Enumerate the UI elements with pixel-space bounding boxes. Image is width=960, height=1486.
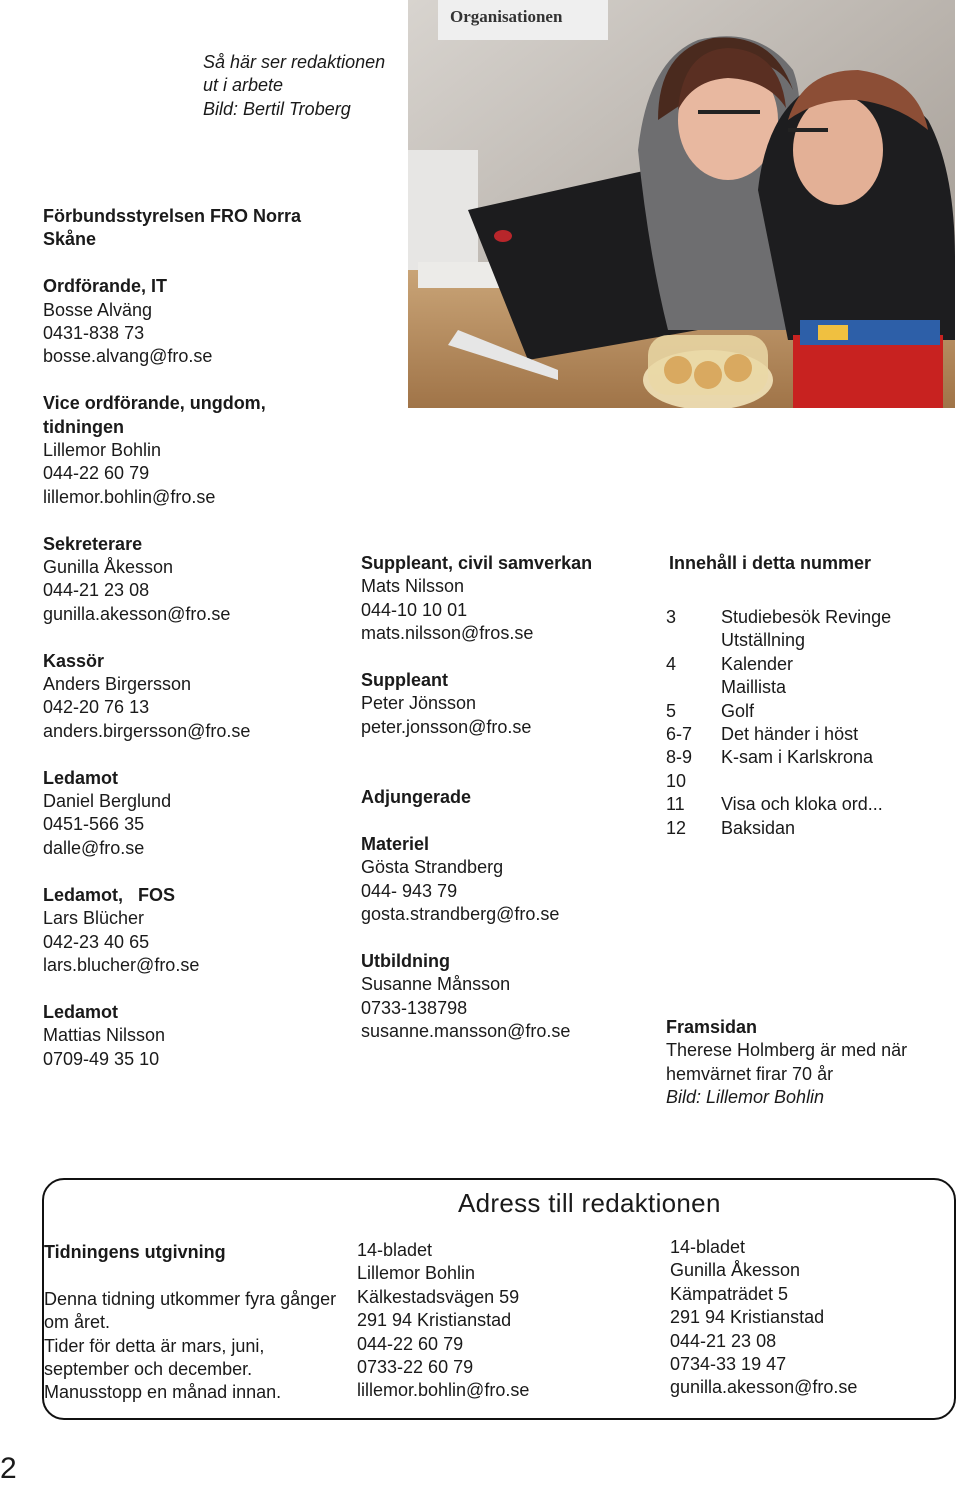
- editorial-photo: [408, 0, 955, 408]
- address-line: 044-22 60 79: [357, 1333, 464, 1354]
- member-role: Utbildning: [361, 950, 450, 971]
- member-email[interactable]: susanne.mansson@fro.se: [361, 1021, 571, 1042]
- suppleant: [361, 669, 651, 739]
- board-heading-line: Förbundsstyrelsen FRO Norra: [43, 206, 302, 226]
- address-line: 044-21 23 08: [670, 1330, 777, 1351]
- cover-line: Therese Holmberg är med när: [666, 1040, 908, 1061]
- toc-page: 12: [666, 817, 687, 838]
- caption-line: ut i arbete: [203, 75, 284, 96]
- member-phone: 042-23 40 65: [43, 931, 150, 952]
- toc-row[interactable]: [666, 653, 951, 700]
- board-member-ledamot-1: [43, 767, 353, 861]
- member-email[interactable]: dalle@fro.se: [43, 837, 145, 858]
- contents-list: [666, 606, 951, 840]
- board-member-treasurer: [43, 650, 353, 744]
- member-role: Ordförande, IT: [43, 276, 168, 297]
- member-email[interactable]: bosse.alvang@fro.se: [43, 346, 213, 367]
- page-number: 2: [0, 1452, 17, 1485]
- member-role: Kassör: [43, 650, 105, 671]
- member-phone: 0733-138798: [361, 997, 468, 1018]
- toc-item: Visa och kloka ord...: [721, 794, 883, 815]
- wall-sign: Organisationen: [450, 7, 563, 26]
- middle-column: [361, 552, 651, 1043]
- member-phone: 044-22 60 79: [43, 463, 150, 484]
- board-heading: [43, 205, 353, 252]
- toc-row[interactable]: [666, 770, 951, 793]
- toc-item: Golf: [721, 700, 755, 721]
- address-line: 14-bladet: [670, 1237, 746, 1257]
- board-member-vice-chair: [43, 392, 353, 509]
- suppleant-civil: [361, 552, 651, 646]
- member-phone: 042-20 76 13: [43, 697, 150, 718]
- board-member-ledamot-fos: [43, 884, 353, 978]
- address-line: Kämpaträdet 5: [670, 1283, 789, 1304]
- address-line: 14-bladet: [357, 1240, 433, 1260]
- address-email[interactable]: lillemor.bohlin@fro.se: [357, 1380, 530, 1401]
- member-name: Mattias Nilsson: [43, 1025, 166, 1046]
- member-phone: 044-21 23 08: [43, 580, 150, 601]
- cover-heading: Framsidan: [666, 1017, 758, 1037]
- member-role: Ledamot, FOS: [43, 884, 176, 905]
- address-line: 0734-33 19 47: [670, 1354, 787, 1375]
- toc-row[interactable]: [666, 700, 951, 723]
- publishing-line: Tider för detta är mars, juni,: [44, 1335, 265, 1356]
- address-line: Lillemor Bohlin: [357, 1263, 476, 1284]
- member-name: Anders Birgersson: [43, 674, 192, 695]
- publishing-line: Manusstopp en månad innan.: [44, 1382, 282, 1403]
- toc-row[interactable]: [666, 723, 951, 746]
- toc-item: Kalender: [721, 653, 794, 674]
- member-name: Gunilla Åkesson: [43, 557, 174, 578]
- editor-address-1: [357, 1239, 647, 1403]
- member-email[interactable]: anders.birgersson@fro.se: [43, 720, 251, 741]
- address-line: 0733-22 60 79: [357, 1357, 474, 1378]
- member-role: Suppleant: [361, 670, 449, 691]
- member-email[interactable]: peter.jonsson@fro.se: [361, 716, 532, 737]
- photo-caption: [203, 51, 385, 121]
- member-role: Suppleant, civil samverkan: [361, 553, 593, 573]
- board-member-ledamot-2: [43, 1001, 353, 1071]
- member-name: Lillemor Bohlin: [43, 440, 162, 461]
- toc-page: 6-7: [666, 724, 693, 745]
- member-phone: 0451-566 35: [43, 814, 145, 835]
- toc-page: 3: [666, 607, 677, 627]
- toc-page: 10: [666, 770, 687, 791]
- publishing-heading: Tidningens utgivning: [44, 1242, 226, 1262]
- member-email[interactable]: gosta.strandberg@fro.se: [361, 904, 560, 925]
- toc-row[interactable]: [666, 606, 951, 653]
- caption-line: Bild: Bertil Troberg: [203, 98, 351, 119]
- caption-line: Så här ser redaktionen: [203, 52, 386, 72]
- toc-item: Baksidan: [721, 817, 796, 838]
- member-name: Mats Nilsson: [361, 576, 465, 597]
- board-member-chair: [43, 275, 353, 369]
- address-line: Gunilla Åkesson: [670, 1260, 801, 1281]
- board-heading-line: Skåne: [43, 229, 97, 250]
- toc-page: 8-9: [666, 747, 693, 768]
- toc-row[interactable]: [666, 746, 951, 769]
- member-name: Lars Blücher: [43, 908, 145, 929]
- publishing-line: Denna tidning utkommer fyra gånger: [44, 1288, 337, 1309]
- address-line: 291 94 Kristianstad: [670, 1307, 825, 1328]
- utbildning: [361, 950, 651, 1044]
- member-email[interactable]: mats.nilsson@fros.se: [361, 623, 534, 644]
- publishing-info: [44, 1241, 354, 1405]
- cover-credit: Bild: Lillemor Bohlin: [666, 1087, 825, 1108]
- address-line: Kälkestadsvägen 59: [357, 1286, 520, 1307]
- member-role: Sekreterare: [43, 533, 143, 554]
- board-column: [43, 205, 353, 1071]
- toc-page: 5: [666, 700, 677, 721]
- member-phone: 0709-49 35 10: [43, 1048, 160, 1069]
- board-member-secretary: [43, 533, 353, 627]
- member-role: Ledamot: [43, 767, 119, 788]
- member-name: Susanne Månsson: [361, 974, 511, 995]
- member-role: Vice ordförande, ungdom,: [43, 393, 266, 414]
- toc-item: Maillista: [721, 677, 787, 698]
- contents-heading: Innehåll i detta nummer: [669, 553, 872, 573]
- cover-line: hemvärnet firar 70 år: [666, 1063, 834, 1084]
- member-phone: 044- 943 79: [361, 880, 458, 901]
- publishing-line: september och december.: [44, 1359, 253, 1380]
- member-phone: 0431-838 73: [43, 323, 145, 344]
- member-name: Bosse Alväng: [43, 299, 153, 320]
- address-email[interactable]: gunilla.akesson@fro.se: [670, 1377, 858, 1398]
- toc-item: Utställning: [721, 630, 806, 651]
- address-line: 291 94 Kristianstad: [357, 1310, 512, 1331]
- address-box-title: Adress till redaktionen: [448, 1186, 731, 1220]
- cover-note: [666, 1016, 951, 1110]
- member-email[interactable]: lars.blucher@fro.se: [43, 954, 200, 975]
- section-heading: Adjungerade: [361, 787, 472, 808]
- toc-page: 4: [666, 653, 677, 674]
- member-phone: 044-10 10 01: [361, 599, 468, 620]
- member-name: Daniel Berglund: [43, 791, 172, 812]
- member-role: Materiel: [361, 833, 430, 854]
- editor-address-2: [670, 1236, 940, 1400]
- materiel: [361, 833, 651, 927]
- member-email[interactable]: lillemor.bohlin@fro.se: [43, 486, 216, 507]
- adjungerade-heading: [361, 786, 651, 809]
- toc-row[interactable]: [666, 817, 951, 840]
- member-name: Peter Jönsson: [361, 693, 477, 714]
- toc-item: K-sam i Karlskrona: [721, 747, 874, 768]
- member-role: tidningen: [43, 416, 124, 437]
- toc-item: Studiebesök Revinge: [721, 607, 892, 627]
- member-name: Gösta Strandberg: [361, 857, 504, 878]
- toc-row[interactable]: [666, 793, 951, 816]
- member-email[interactable]: gunilla.akesson@fro.se: [43, 603, 231, 624]
- member-role: Ledamot: [43, 1001, 119, 1022]
- publishing-line: om året.: [44, 1312, 111, 1333]
- toc-page: 11: [666, 794, 685, 815]
- toc-item: Det händer i höst: [721, 724, 859, 745]
